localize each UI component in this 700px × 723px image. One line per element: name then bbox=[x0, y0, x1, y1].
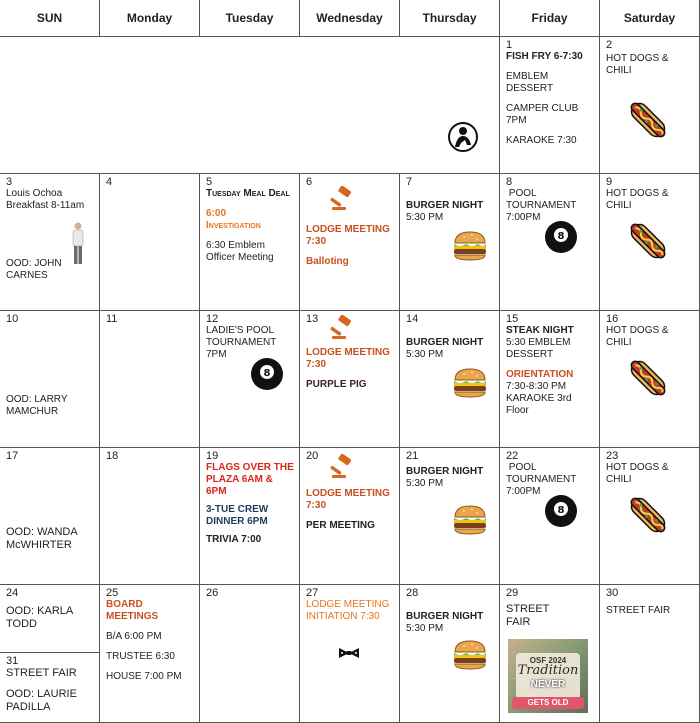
camper-club-event: CAMPER CLUB 7PM bbox=[506, 103, 579, 126]
day-25[interactable] bbox=[100, 585, 200, 723]
day-19[interactable] bbox=[200, 448, 300, 585]
poster-bottom: GETS OLD bbox=[512, 697, 584, 709]
ood-label: OOD: JOHN CARNES bbox=[6, 258, 62, 281]
poster-top: OSF 2024 bbox=[529, 656, 567, 665]
street-fair-event: STREET FAIR bbox=[606, 605, 671, 616]
ood-label: OOD: LAURIE PADILLA bbox=[6, 688, 77, 713]
day-number: 13 bbox=[306, 313, 319, 325]
hot-dogs-event: HOT DOGS & CHILI bbox=[606, 462, 669, 485]
header-saturday: Saturday bbox=[600, 0, 700, 37]
trustee-meeting-event: TRUSTEE 6:30 bbox=[106, 651, 175, 662]
svg-text:8: 8 bbox=[263, 368, 271, 379]
hot-dog-icon bbox=[626, 218, 670, 264]
day-9[interactable] bbox=[600, 174, 700, 311]
house-meeting-event: HOUSE 7:00 PM bbox=[106, 671, 182, 682]
day-27[interactable] bbox=[300, 585, 400, 723]
balloting-event: Balloting bbox=[306, 256, 349, 267]
day-21[interactable] bbox=[400, 448, 500, 585]
hot-dogs-event: HOT DOGS & CHILI bbox=[606, 188, 669, 211]
eight-ball-icon bbox=[544, 220, 578, 254]
burger-icon bbox=[452, 367, 488, 399]
day-number: 1 bbox=[506, 39, 513, 51]
day-number: 2 bbox=[606, 39, 613, 51]
day-number: 30 bbox=[606, 587, 619, 599]
day-14[interactable] bbox=[400, 311, 500, 448]
time-label: 5:30 PM bbox=[406, 623, 444, 634]
day-number: 15 bbox=[506, 313, 519, 325]
trivia-event: TRIVIA 7:00 bbox=[206, 534, 262, 545]
eight-ball-icon bbox=[544, 494, 578, 528]
time-label: 5:30 PM bbox=[406, 212, 444, 223]
day-12[interactable] bbox=[200, 311, 300, 448]
poster-never: NEVER bbox=[530, 679, 566, 690]
emblem-dessert-event: 5:30 EMBLEM DESSERT bbox=[506, 337, 571, 360]
lodge-meeting-event: LODGE MEETING 7:30 bbox=[306, 347, 390, 370]
day-number: 25 bbox=[106, 587, 119, 599]
eight-ball-icon bbox=[250, 357, 284, 391]
day-number: 11 bbox=[106, 313, 118, 325]
fish-fry-event: FISH FRY 6-7:30 bbox=[506, 51, 583, 62]
day-number: 26 bbox=[206, 587, 219, 599]
ladies-pool-event: LADIE'S POOL TOURNAMENT 7PM bbox=[206, 325, 277, 360]
day-number: 14 bbox=[406, 313, 419, 325]
day-number: 19 bbox=[206, 450, 219, 462]
board-meetings-event: BOARD MEETINGS bbox=[106, 599, 159, 622]
emblem-dessert-event: EMBLEM DESSERT bbox=[506, 71, 554, 94]
karaoke-event: KARAOKE 7:30 bbox=[506, 135, 577, 146]
header-wednesday: Wednesday bbox=[300, 0, 400, 37]
day-5[interactable] bbox=[200, 174, 300, 311]
street-fair-poster bbox=[508, 639, 588, 713]
hot-dog-icon bbox=[626, 97, 670, 143]
day-number: 31 bbox=[6, 655, 19, 667]
day-13[interactable] bbox=[300, 311, 400, 448]
ood-label: OOD: LARRY MAMCHUR bbox=[6, 394, 68, 417]
day-number: 18 bbox=[106, 450, 119, 462]
day-number: 28 bbox=[406, 587, 419, 599]
burger-icon bbox=[452, 230, 488, 262]
flags-event: FLAGS OVER THE PLAZA 6AM & 6PM bbox=[206, 462, 294, 497]
day-number: 27 bbox=[306, 587, 319, 599]
pool-tournament-event: POOL TOURNAMENT 7:00PM bbox=[506, 188, 579, 223]
day-number: 29 bbox=[506, 587, 519, 599]
day-number: 3 bbox=[6, 176, 13, 188]
lodge-initiation-event: LODGE MEETING INITIATION 7:30 bbox=[306, 599, 390, 622]
svg-text:8: 8 bbox=[557, 231, 565, 242]
day-number: 4 bbox=[106, 176, 113, 188]
day-30[interactable] bbox=[600, 585, 700, 723]
day-number: 5 bbox=[206, 176, 213, 188]
day-number: 10 bbox=[6, 313, 19, 325]
day-3[interactable] bbox=[0, 174, 100, 311]
day-8[interactable] bbox=[500, 174, 600, 311]
day-24[interactable] bbox=[0, 585, 100, 653]
burger-icon bbox=[452, 639, 488, 671]
day-1[interactable] bbox=[500, 37, 600, 174]
street-fair-event: STREET FAIR bbox=[506, 603, 550, 628]
hot-dog-icon bbox=[626, 355, 670, 401]
svg-text:8: 8 bbox=[557, 505, 565, 516]
ood-label: OOD: KARLA TODD bbox=[6, 605, 73, 630]
meal-deal-event: Tuesday Meal Deal bbox=[206, 188, 290, 199]
week1-empty-span bbox=[0, 37, 500, 174]
day-6[interactable] bbox=[300, 174, 400, 311]
purple-pig-event: PURPLE PIG bbox=[306, 379, 367, 390]
hot-dog-icon bbox=[626, 492, 670, 538]
burger-night-event: BURGER NIGHT bbox=[406, 466, 484, 477]
per-meeting-event: PER MEETING bbox=[306, 520, 375, 531]
day-16[interactable] bbox=[600, 311, 700, 448]
burger-icon bbox=[452, 504, 488, 536]
day-number: 24 bbox=[6, 587, 19, 599]
ood-label: OOD: WANDA McWHIRTER bbox=[6, 526, 78, 551]
day-29[interactable] bbox=[500, 585, 600, 723]
burger-night-event: BURGER NIGHT bbox=[406, 200, 484, 211]
gavel-icon bbox=[330, 315, 356, 341]
time-label: 6:00 bbox=[206, 208, 227, 219]
day-4[interactable] bbox=[100, 174, 200, 311]
day-2[interactable] bbox=[600, 37, 700, 174]
rider-silhouette-icon bbox=[448, 121, 478, 153]
day-28[interactable] bbox=[400, 585, 500, 723]
officer-meeting-event: 6:30 Emblem Officer Meeting bbox=[206, 240, 274, 263]
orientation-time: 7:30-8:30 PM bbox=[506, 381, 567, 392]
orientation-event: ORIENTATION bbox=[506, 369, 574, 380]
day-17[interactable] bbox=[0, 448, 100, 585]
day-11[interactable] bbox=[100, 311, 200, 448]
lodge-meeting-event: LODGE MEETING 7:30 bbox=[306, 488, 390, 511]
burger-night-event: BURGER NIGHT bbox=[406, 611, 484, 622]
bow-tie-icon bbox=[338, 647, 360, 659]
gavel-icon bbox=[330, 454, 356, 480]
time-label: 5:30 PM bbox=[406, 349, 444, 360]
day-number: 12 bbox=[206, 313, 219, 325]
day-18[interactable] bbox=[100, 448, 200, 585]
day-20[interactable] bbox=[300, 448, 400, 585]
breakfast-event: Louis Ochoa Breakfast 8-11am bbox=[6, 188, 85, 211]
day-number: 7 bbox=[406, 176, 413, 188]
day-number: 23 bbox=[606, 450, 619, 462]
day-number: 9 bbox=[606, 176, 613, 188]
hot-dogs-event: HOT DOGS & CHILI bbox=[606, 325, 669, 348]
header-monday: Monday bbox=[100, 0, 200, 37]
steak-night-event: STEAK NIGHT bbox=[506, 325, 574, 336]
day-number: 17 bbox=[6, 450, 19, 462]
time-label: 5:30 PM bbox=[406, 478, 444, 489]
day-7[interactable] bbox=[400, 174, 500, 311]
day-number: 22 bbox=[506, 450, 519, 462]
hot-dogs-event: HOT DOGS & CHILI bbox=[606, 53, 669, 76]
tue-crew-event: 3-TUE CREW DINNER 6PM bbox=[206, 504, 269, 527]
day-23[interactable] bbox=[600, 448, 700, 585]
investigation-event: Investigation bbox=[206, 220, 261, 231]
lodge-meeting-event: LODGE MEETING 7:30 bbox=[306, 224, 390, 247]
karaoke-event: KARAOKE 3rd Floor bbox=[506, 393, 572, 416]
street-fair-event: STREET FAIR bbox=[6, 667, 77, 679]
day-26[interactable] bbox=[200, 585, 300, 723]
day-number: 16 bbox=[606, 313, 619, 325]
day-10[interactable] bbox=[0, 311, 100, 448]
day-number: 6 bbox=[306, 176, 313, 188]
header-sun: SUN bbox=[0, 0, 100, 37]
day-number: 8 bbox=[506, 176, 513, 188]
header-thursday: Thursday bbox=[400, 0, 500, 37]
day-22[interactable] bbox=[500, 448, 600, 585]
gavel-icon bbox=[330, 186, 356, 212]
day-number: 20 bbox=[306, 450, 319, 462]
day-15[interactable] bbox=[500, 311, 600, 448]
day-31[interactable] bbox=[0, 653, 100, 723]
burger-night-event: BURGER NIGHT bbox=[406, 337, 484, 348]
header-friday: Friday bbox=[500, 0, 600, 37]
pool-tournament-event: POOL TOURNAMENT 7:00PM bbox=[506, 462, 579, 497]
day-number: 21 bbox=[406, 450, 419, 462]
ba-meeting-event: B/A 6:00 PM bbox=[106, 631, 162, 642]
poster-title: Tradition bbox=[517, 663, 579, 678]
header-tuesday: Tuesday bbox=[200, 0, 300, 37]
